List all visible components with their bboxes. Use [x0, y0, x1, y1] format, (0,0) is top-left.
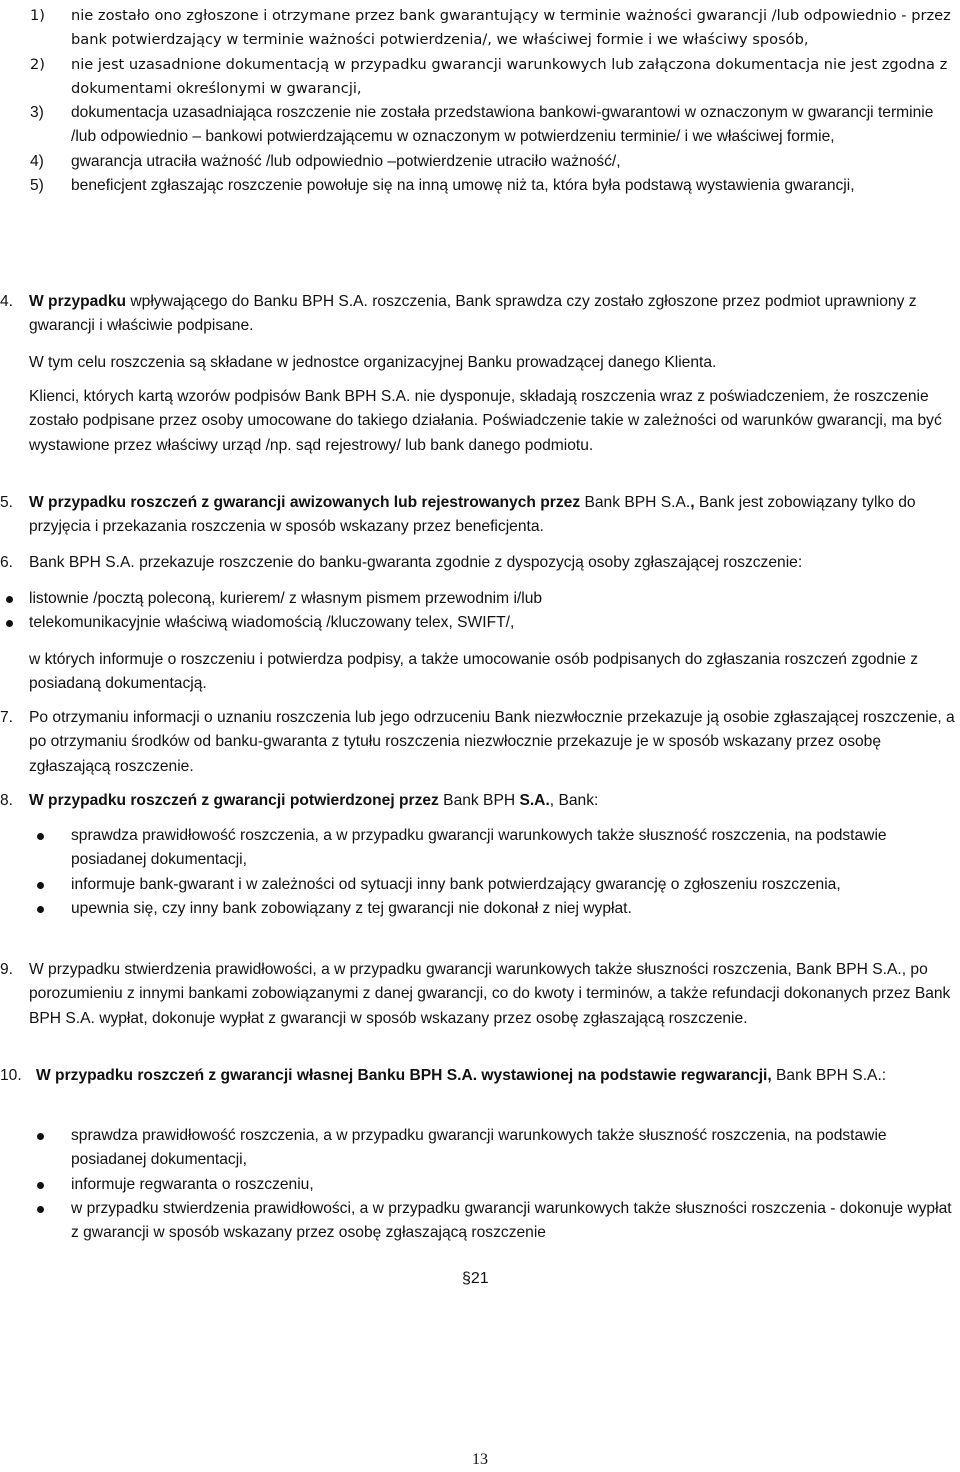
- bullet-icon: [6, 596, 13, 603]
- list-item: sprawdza prawidłowość roszczenia, a w przypadku gwarancji warunkowych także słuszność roszczenia, na podstawie posiadanej dokumentacji,: [0, 1124, 955, 1173]
- bullet-icon: [6, 620, 13, 627]
- paragraph-4-note: W tym celu roszczenia są składane w jednostce organizacyjnej Banku prowadzącej danego Klienta.: [29, 354, 717, 371]
- page-number: 13: [472, 1451, 488, 1468]
- list-item: listownie /pocztą poleconą, kurierem/ z własnym pismem przewodnim i/lub: [0, 587, 955, 611]
- paragraph-6-after: w których informuje o roszczeniu i potwierdza podpisy, a także umocowanie osób podpisanych do zgłaszania roszczeń zgodnie z posiadaną dokumentacją.: [29, 651, 919, 693]
- list-item: 3) dokumentacja uzasadniająca roszczenie nie została przedstawiona bankowi-gwarantowi w oznaczonym w gwarancji terminie /lub odpowiednio – bankowi potwierdzającemu w oznaczonym w potwierdzeniu terminie/ i we właściwej formie,: [30, 104, 934, 146]
- refusal-conditions-list: [30, 4, 954, 198]
- bullet-icon: [37, 906, 44, 913]
- delivery-methods-list: [0, 587, 955, 636]
- bullet-icon: [37, 1182, 44, 1189]
- paragraph-4-clients-note: Klienci, których kartą wzorów podpisów Bank BPH S.A. nie dysponuje, składają roszczenia wraz z poświadczeniem, że roszczenie zostało podpisane przez osoby umocowane do takiego działania. Poświadczenie takie w zależności od warunków gwarancji, ma być wystawione przez właściwy urząd /np. sąd rejestrowy/ lub bank danego podmiotu.: [29, 388, 942, 454]
- confirmed-guarantee-steps: [0, 824, 955, 921]
- paragraph-6: 6. Bank BPH S.A. przekazuje roszczenie do banku-gwaranta zgodnie z dyspozycją osoby zgłaszającej roszczenie:: [0, 554, 803, 571]
- list-item: 4) gwarancja utraciła ważność /lub odpowiednio –potwierdzenie utraciło ważność/,: [30, 152, 621, 170]
- bullet-icon: [37, 1133, 44, 1140]
- paragraph-10: 10. W przypadku roszczeń z gwarancji własnej Banku BPH S.A. wystawionej na podstawie regwarancji, Bank BPH S.A.:: [0, 1067, 887, 1084]
- paragraph-4: 4. W przypadku wpływającego do Banku BPH S.A. roszczenia, Bank sprawdza czy zostało zgłoszone przez podmiot uprawniony z gwarancji i właściwie podpisane.: [0, 293, 917, 335]
- list-item: telekomunikacyjnie właściwą wiadomością /kluczowany telex, SWIFT/,: [0, 611, 955, 635]
- list-item: upewnia się, czy inny bank zobowiązany z tej gwarancji nie dokonał z niej wypłat.: [0, 897, 955, 921]
- own-guarantee-steps: [0, 1124, 955, 1245]
- list-item: 5) beneficjent zgłaszając roszczenie powołuje się na inną umowę niż ta, która była podstawą wystawienia gwarancji,: [30, 177, 855, 195]
- bullet-icon: [37, 833, 44, 840]
- list-item: informuje bank-gwarant i w zależności od sytuacji inny bank potwierdzający gwarancję o zgłoszeniu roszczenia,: [0, 873, 955, 897]
- paragraph-8: 8. W przypadku roszczeń z gwarancji potwierdzonej przez Bank BPH S.A., Bank:: [0, 792, 599, 809]
- list-item: sprawdza prawidłowość roszczenia, a w przypadku gwarancji warunkowych także słuszność roszczenia, na podstawie posiadanej dokumentacji,: [0, 824, 955, 873]
- bullet-icon: [37, 1206, 44, 1213]
- list-item: informuje regwaranta o roszczeniu,: [0, 1173, 955, 1197]
- paragraph-9: 9. W przypadku stwierdzenia prawidłowości, a w przypadku gwarancji warunkowych także słuszności roszczenia, Bank BPH S.A., po porozumieniu z innymi bankami zobowiązanymi z danej gwarancji, co do kwoty i terminów, a także refundacji dokonanych przez Bank BPH S.A. wypłat, dokonuje wypłat z gwarancji w sposób wskazany przez osobę zgłaszającą roszczenie.: [0, 961, 951, 1027]
- list-item: 1) nie zostało ono zgłoszone i otrzymane przez bank gwarantujący w terminie ważności gwarancji /lub odpowiednio - przez bank potwierdzający w terminie ważności potwierdzenia/, we właściwej formie i we właściwy sposób,: [30, 7, 951, 49]
- list-item: w przypadku stwierdzenia prawidłowości, a w przypadku gwarancji warunkowych także słuszności roszczenia - dokonuje wypłat z gwarancji w sposób wskazany przez osobę zgłaszającą roszczenie: [0, 1197, 955, 1246]
- section-heading: §21: [462, 1270, 489, 1287]
- list-item: 2) nie jest uzasadnione dokumentacją w przypadku gwarancji warunkowych lub załączona dokumentacja nie jest zgodna z dokumentami określonymi w gwarancji,: [30, 55, 948, 97]
- bullet-icon: [37, 882, 44, 889]
- paragraph-7: 7. Po otrzymaniu informacji o uznaniu roszczenia lub jego odrzuceniu Bank niezwłocznie przekazuje ją osobie zgłaszającej roszczenie, a po otrzymaniu środków od banku-gwaranta z tytułu roszczenia niezwłocznie przekazuje je w sposób wskazany przez osobę zgłaszającą roszczenie.: [0, 709, 955, 775]
- paragraph-5: 5. W przypadku roszczeń z gwarancji awizowanych lub rejestrowanych przez Bank BPH S.A., Bank jest zobowiązany tylko do przyjęcia i przekazania roszczenia w sposób wskazany przez beneficjenta.: [0, 494, 916, 536]
